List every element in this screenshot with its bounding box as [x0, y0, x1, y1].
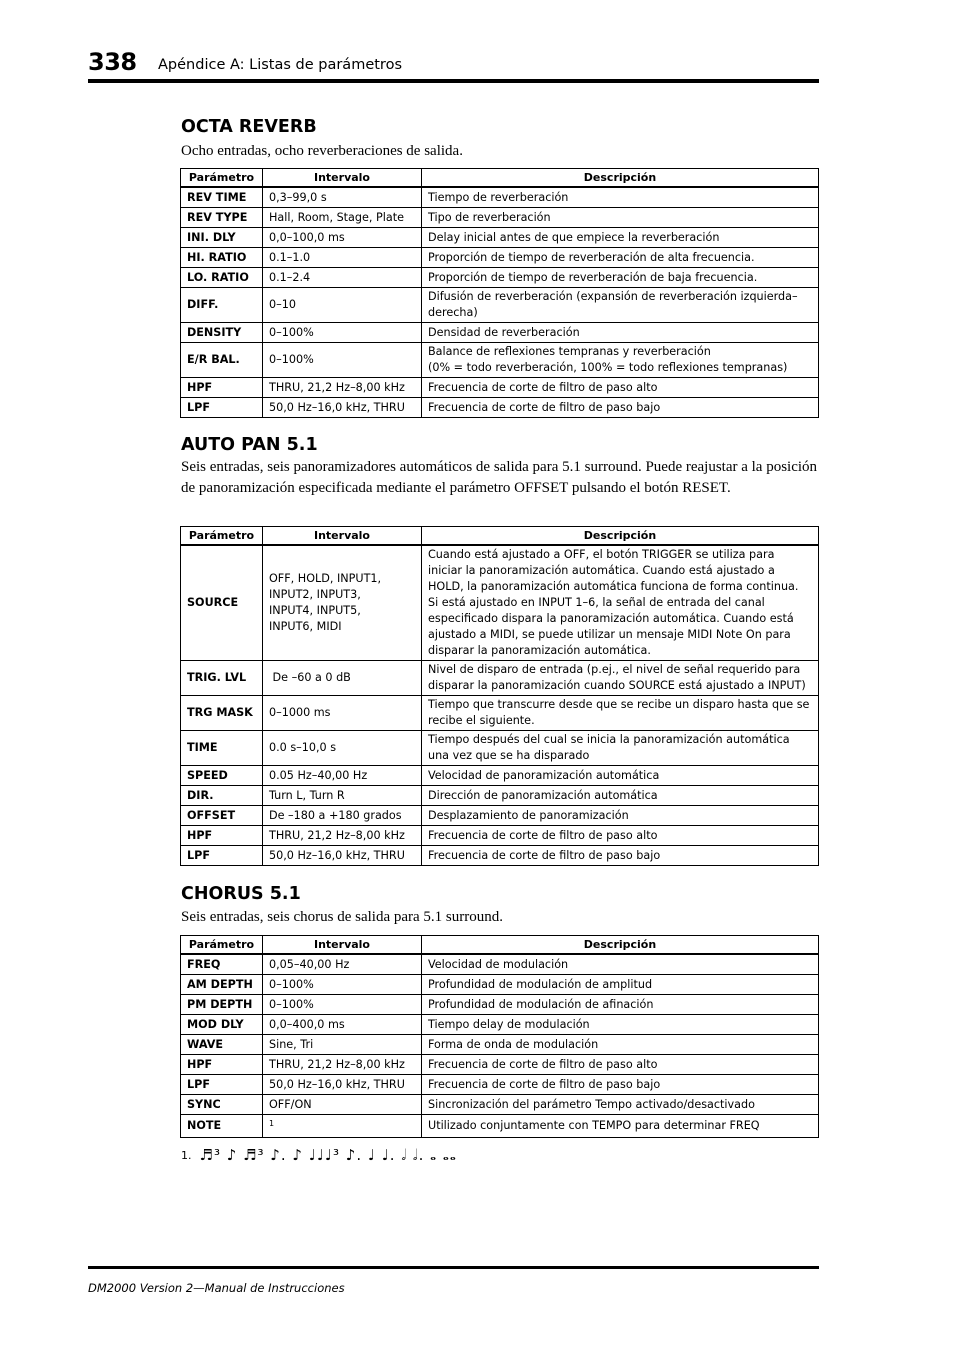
- parameter-cell: LO. RATIO: [181, 268, 263, 288]
- range-cell: 50,0 Hz–16,0 kHz, THRU: [263, 1075, 422, 1095]
- column-header-description: Descripción: [422, 527, 819, 546]
- description-cell: Difusión de reverberación (expansión de reverberación izquierda–derecha): [422, 288, 819, 323]
- parameter-cell: PM DEPTH: [181, 995, 263, 1015]
- description-cell: Balance de reflexiones tempranas y reverberación (0% = todo reverberación, 100% = todo reflexiones tempranas): [422, 343, 819, 378]
- description-cell: Frecuencia de corte de filtro de paso bajo: [422, 398, 819, 418]
- table-row: [181, 1035, 819, 1055]
- range-cell: 0–1000 ms: [263, 696, 422, 731]
- description-cell: Frecuencia de corte de filtro de paso bajo: [422, 1075, 819, 1095]
- parameter-cell: HPF: [181, 1055, 263, 1075]
- range-cell: OFF/ON: [263, 1095, 422, 1115]
- range-cell: De –60 a 0 dB: [263, 661, 422, 696]
- parameter-cell: SOURCE: [181, 545, 263, 661]
- description-cell: Desplazamiento de panoramización: [422, 806, 819, 826]
- chorus-table: [180, 935, 819, 1138]
- page-footer: DM2000 Version 2—Manual de Instrucciones: [88, 1281, 345, 1295]
- range-cell: Turn L, Turn R: [263, 786, 422, 806]
- section-description-auto-pan: Seis entradas, seis panoramizadores automáticos de salida para 5.1 surround. Puede reajustar a la posición de panoramización especificada mediante el parámetro OFFSET pulsando el botón RESET.: [181, 459, 818, 496]
- section-description-chorus: Seis entradas, seis chorus de salida para 5.1 surround.: [181, 909, 504, 925]
- range-cell: 0,05–40,00 Hz: [263, 954, 422, 975]
- range-cell: 50,0 Hz–16,0 kHz, THRU: [263, 398, 422, 418]
- description-cell: Cuando está ajustado a OFF, el botón TRIGGER se utiliza para iniciar la panoramización automática. Cuando está ajustado a HOLD, la panoramización automática funciona de forma continua. Si está ajustado en INPUT 1–6, la señal de entrada del canal especificado dispara la panoramización automática. Cuando está ajustado a MIDI, se puede utilizar un mensaje MIDI Note On para disparar la panoramización automática.: [422, 545, 819, 661]
- range-cell: 0,0–100,0 ms: [263, 228, 422, 248]
- parameter-cell: DENSITY: [181, 323, 263, 343]
- description-cell: Velocidad de modulación: [422, 954, 819, 975]
- description-cell: Utilizado conjuntamente con TEMPO para determinar FREQ: [422, 1115, 819, 1138]
- parameter-cell: HPF: [181, 826, 263, 846]
- parameter-cell: INI. DLY: [181, 228, 263, 248]
- parameter-cell: LPF: [181, 1075, 263, 1095]
- description-cell: Nivel de disparo de entrada (p.ej., el nivel de señal requerido para disparar la panoramización cuando SOURCE está ajustado a INPUT): [422, 661, 819, 696]
- description-cell: Profundidad de modulación de amplitud: [422, 975, 819, 995]
- column-header-parameter: Parámetro: [181, 169, 263, 188]
- parameter-cell: SPEED: [181, 766, 263, 786]
- parameter-cell: HI. RATIO: [181, 248, 263, 268]
- parameter-cell: E/R BAL.: [181, 343, 263, 378]
- page-header-title: Apéndice A: Listas de parámetros: [158, 57, 402, 73]
- table-row: [181, 1095, 819, 1115]
- description-cell: Tipo de reverberación: [422, 208, 819, 228]
- column-header-parameter: Parámetro: [181, 936, 263, 955]
- table-row: [181, 288, 819, 323]
- description-cell: Profundidad de modulación de afinación: [422, 995, 819, 1015]
- parameter-cell: AM DEPTH: [181, 975, 263, 995]
- page-number: 338: [88, 48, 137, 76]
- description-cell: Frecuencia de corte de filtro de paso alto: [422, 1055, 819, 1075]
- description-cell: Velocidad de panoramización automática: [422, 766, 819, 786]
- description-cell: Proporción de tiempo de reverberación de alta frecuencia.: [422, 248, 819, 268]
- range-cell: 0,3–99,0 s: [263, 187, 422, 208]
- range-cell: 0–100%: [263, 975, 422, 995]
- table-row: [181, 208, 819, 228]
- table-row: [181, 268, 819, 288]
- description-cell: Sincronización del parámetro Tempo activado/desactivado: [422, 1095, 819, 1115]
- table-row: [181, 248, 819, 268]
- range-cell: 0–10: [263, 288, 422, 323]
- parameter-cell: LPF: [181, 398, 263, 418]
- description-cell: Frecuencia de corte de filtro de paso alto: [422, 378, 819, 398]
- range-cell: [263, 1115, 422, 1138]
- footnote: [181, 1146, 457, 1164]
- table-row: [181, 995, 819, 1015]
- table-row: [181, 343, 819, 378]
- section-description-octa-reverb: Ocho entradas, ocho reverberaciones de salida.: [181, 143, 463, 159]
- table-row: [181, 1075, 819, 1095]
- range-cell: THRU, 21,2 Hz–8,00 kHz: [263, 378, 422, 398]
- parameter-cell: WAVE: [181, 1035, 263, 1055]
- table-row: [181, 1115, 819, 1138]
- parameter-cell: REV TYPE: [181, 208, 263, 228]
- description-cell: Tiempo después del cual se inicia la panoramización automática una vez que se ha disparado: [422, 731, 819, 766]
- section-title-octa-reverb: OCTA REVERB: [181, 117, 317, 137]
- parameter-cell: MOD DLY: [181, 1015, 263, 1035]
- range-cell: THRU, 21,2 Hz–8,00 kHz: [263, 826, 422, 846]
- parameter-cell: HPF: [181, 378, 263, 398]
- range-cell: 50,0 Hz–16,0 kHz, THRU: [263, 846, 422, 866]
- table-row: [181, 846, 819, 866]
- column-header-range: Intervalo: [263, 527, 422, 546]
- section-title-auto-pan: AUTO PAN 5.1: [181, 435, 318, 455]
- table-row: [181, 545, 819, 661]
- description-cell: Delay inicial antes de que empiece la reverberación: [422, 228, 819, 248]
- table-row: [181, 696, 819, 731]
- auto-pan-table: [180, 526, 819, 866]
- octa-reverb-table: [180, 168, 819, 418]
- description-cell: Tiempo que transcurre desde que se recibe un disparo hasta que se recibe el siguiente.: [422, 696, 819, 731]
- parameter-cell: TRIG. LVL: [181, 661, 263, 696]
- range-cell: 0.1–1.0: [263, 248, 422, 268]
- description-cell: Frecuencia de corte de filtro de paso alto: [422, 826, 819, 846]
- description-cell: Dirección de panoramización automática: [422, 786, 819, 806]
- header-rule: [88, 79, 819, 83]
- parameter-cell: FREQ: [181, 954, 263, 975]
- table-row: [181, 228, 819, 248]
- table-row: [181, 766, 819, 786]
- range-cell: Sine, Tri: [263, 1035, 422, 1055]
- parameter-cell: DIR.: [181, 786, 263, 806]
- column-header-description: Descripción: [422, 936, 819, 955]
- description-cell: Forma de onda de modulación: [422, 1035, 819, 1055]
- parameter-cell: OFFSET: [181, 806, 263, 826]
- parameter-cell: NOTE: [181, 1115, 263, 1138]
- parameter-cell: TIME: [181, 731, 263, 766]
- table-row: [181, 806, 819, 826]
- table-row: [181, 975, 819, 995]
- parameter-cell: DIFF.: [181, 288, 263, 323]
- table-row: [181, 661, 819, 696]
- table-row: [181, 378, 819, 398]
- table-row: [181, 786, 819, 806]
- table-row: [181, 398, 819, 418]
- parameter-cell: REV TIME: [181, 187, 263, 208]
- range-cell: 0.0 s–10,0 s: [263, 731, 422, 766]
- range-cell: THRU, 21,2 Hz–8,00 kHz: [263, 1055, 422, 1075]
- description-cell: Densidad de reverberación: [422, 323, 819, 343]
- table-row: [181, 1055, 819, 1075]
- range-cell: De –180 a +180 grados: [263, 806, 422, 826]
- parameter-cell: TRG MASK: [181, 696, 263, 731]
- column-header-parameter: Parámetro: [181, 527, 263, 546]
- table-row: [181, 954, 819, 975]
- table-row: [181, 826, 819, 846]
- range-cell: 0–100%: [263, 995, 422, 1015]
- range-cell: OFF, HOLD, INPUT1, INPUT2, INPUT3, INPUT4, INPUT5, INPUT6, MIDI: [263, 545, 422, 661]
- column-header-range: Intervalo: [263, 936, 422, 955]
- table-row: [181, 323, 819, 343]
- table-row: [181, 1015, 819, 1035]
- range-cell: 0.05 Hz–40,00 Hz: [263, 766, 422, 786]
- range-cell: 0.1–2.4: [263, 268, 422, 288]
- range-cell: 0–100%: [263, 343, 422, 378]
- range-cell: 0–100%: [263, 323, 422, 343]
- note-values-symbols: ♬³ ♪ ♬³ ♪. ♪ ♩♩♩³ ♪. ♩ ♩. 𝅗𝅥 𝅗𝅥. 𝅝 𝅝𝅝: [199, 1146, 457, 1164]
- description-cell: Tiempo de reverberación: [422, 187, 819, 208]
- parameter-cell: SYNC: [181, 1095, 263, 1115]
- parameter-cell: LPF: [181, 846, 263, 866]
- range-cell: Hall, Room, Stage, Plate: [263, 208, 422, 228]
- column-header-range: Intervalo: [263, 169, 422, 188]
- description-cell: Frecuencia de corte de filtro de paso bajo: [422, 846, 819, 866]
- table-row: [181, 731, 819, 766]
- range-cell: 0,0–400,0 ms: [263, 1015, 422, 1035]
- table-row: [181, 187, 819, 208]
- footnote-reference: 1: [269, 1119, 275, 1128]
- footnote-marker: 1.: [181, 1148, 192, 1162]
- description-cell: Proporción de tiempo de reverberación de baja frecuencia.: [422, 268, 819, 288]
- section-title-chorus: CHORUS 5.1: [181, 884, 301, 904]
- column-header-description: Descripción: [422, 169, 819, 188]
- footer-rule: [88, 1266, 819, 1269]
- description-cell: Tiempo delay de modulación: [422, 1015, 819, 1035]
